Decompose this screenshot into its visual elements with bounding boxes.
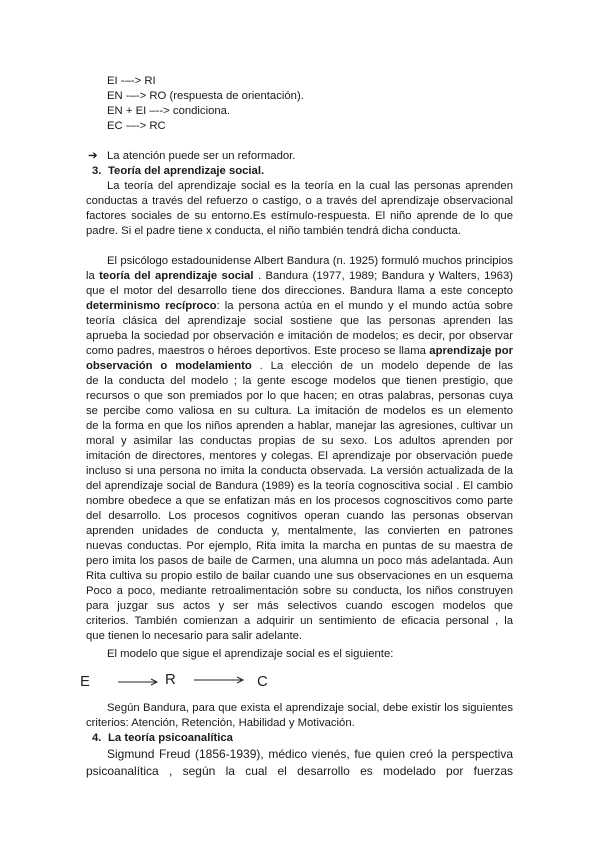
bold-term: teoría del aprendizaje social bbox=[99, 270, 254, 282]
paragraph-line: del aprendizaje social de Bandura (1989) es la teoría cognoscitiva social . El cambio bbox=[86, 480, 513, 492]
bold-term: observación o modelamiento bbox=[86, 360, 252, 372]
arrow-bullet-icon: ➔ bbox=[88, 150, 98, 162]
paragraph-line: que tienen lo necesario para salir adelante. bbox=[86, 630, 303, 642]
section-title: Teoría del aprendizaje social. bbox=[108, 165, 265, 177]
diagram-label-c: C bbox=[257, 673, 268, 690]
paragraph-line: Rita cultiva su propio estilo de bailar cuando une sus observaciones en un esquema bbox=[86, 570, 513, 582]
paragraph-line: conductas a través del refuerzo o castigo, o a través del aprendizaje observacional bbox=[86, 195, 513, 207]
section-title: La teoría psicoanalítica bbox=[108, 732, 233, 744]
paragraph-line: criterios. También comienzan a adquirir un sentimiento de eficacia personal , la bbox=[86, 615, 513, 627]
scheme-line: EN -–-> RO (respuesta de orientación). bbox=[107, 90, 304, 102]
paragraph-line: factores sociales de su entorno.Es estímulo-respuesta. El niño aprende de lo que bbox=[86, 210, 513, 222]
model-intro: El modelo que sigue el aprendizaje social es el siguiente: bbox=[107, 648, 394, 660]
paragraph-line: criterios: Atención, Retención, Habilidad y Motivación. bbox=[86, 717, 355, 729]
paragraph-line: pero imita los pasos de baile de Carmen, una alumna un poco más adelantada. Aun bbox=[86, 555, 513, 567]
bold-term: determinismo recíproco bbox=[86, 300, 217, 312]
paragraph-line: como padres, maestros o héroes deportivos. Este proceso se llama aprendizaje por bbox=[86, 345, 513, 357]
paragraph-line: de la conducta del modelo ; la gente escoge modelos que tienen prestigio, que bbox=[86, 375, 513, 387]
paragraph-line: la teoría del aprendizaje social . Bandura (1977, 1989; Bandura y Walters, 1963) bbox=[86, 270, 513, 282]
paragraph-line: El psicólogo estadounidense Albert Bandura (n. 1925) formuló muchos principios bbox=[107, 255, 513, 267]
paragraph-line: se percibe como valiosa en su cultura. La imitación de modelos es un elemento bbox=[86, 405, 513, 417]
paragraph-line: padre. Si el padre tiene x conducta, el niño también tendrá dicha conducta. bbox=[86, 225, 461, 237]
scheme-line: EI -–-> RI bbox=[107, 75, 156, 87]
scheme-line: EN + EI –--> condiciona. bbox=[107, 105, 231, 117]
paragraph-line: del desarrollo. Los procesos cognitivos operan cuando las personas observan bbox=[86, 510, 513, 522]
paragraph-line: determinismo recíproco: la persona actúa en el mundo y el mundo actúa sobre bbox=[86, 300, 513, 312]
paragraph-line: aprueba la sociedad por observación e imitación de modelos; es decir, por observar bbox=[86, 330, 513, 342]
paragraph-line: que el motor del desarrollo tiene dos direcciones. Bandura llama a este concepto bbox=[86, 285, 513, 297]
paragraph-line: teoría clásica del aprendizaje social sostiene que las personas aprenden las bbox=[86, 315, 513, 327]
section-number: 3. bbox=[92, 165, 102, 177]
arrow-icon bbox=[118, 677, 160, 687]
scheme-line: EC -–-> RC bbox=[107, 120, 166, 132]
paragraph-line: Sigmund Freud (1856-1939), médico vienés, fue quien creó la perspectiva bbox=[107, 747, 513, 761]
paragraph-line: moral y asimilar las conductas propias de su sexo. Los adultos aprenden por bbox=[86, 435, 513, 447]
paragraph-line: Poco a poco, mediante retroalimentación sobre su conducta, los niños construyen bbox=[86, 585, 513, 597]
paragraph-line: Según Bandura, para que exista el aprendizaje social, debe existir los siguientes bbox=[107, 702, 513, 714]
paragraph-line: de la forma en que los niños aprenden a hablar, manejar las agresiones, cultivar un bbox=[86, 420, 513, 432]
arrow-icon bbox=[194, 675, 246, 685]
section-number: 4. bbox=[92, 732, 102, 744]
paragraph-line: observación o modelamiento . La elección de un modelo depende de las bbox=[86, 360, 513, 372]
diagram-label-e: E bbox=[80, 673, 91, 690]
paragraph-line: incluso si una persona no imita la conducta observada. La versión actualizada de la bbox=[86, 465, 513, 477]
paragraph-line: aprenden unidades de conducta y, mentalmente, las convierten en patrones bbox=[86, 525, 513, 537]
paragraph-line: recursos o que son premiados por lo que hacen; en otras palabras, personas cuya bbox=[86, 390, 513, 402]
paragraph-line: psicoanalítica , según la cual el desarrollo es modelado por fuerzas bbox=[86, 764, 513, 778]
paragraph-line: nombre obedece a que se enfatizan más en los procesos cognoscitivos como parte bbox=[86, 495, 513, 507]
bullet-text: La atención puede ser un reformador. bbox=[107, 150, 296, 162]
paragraph-line: para juzgar sus actos y ser más selectivos cuando escogen modelos que bbox=[86, 600, 513, 612]
paragraph-line: imitación de directores, mentores y colegas. El aprendizaje por observación puede bbox=[86, 450, 513, 462]
paragraph-line: nuevas conductas. Por ejemplo, Rita imita la marcha en puntas de su maestra de bbox=[86, 540, 513, 552]
bold-term: aprendizaje por bbox=[429, 345, 513, 357]
paragraph-line: La teoría del aprendizaje social es la teoría en la cual las personas aprenden bbox=[107, 180, 513, 192]
diagram-label-r: R bbox=[165, 671, 176, 688]
